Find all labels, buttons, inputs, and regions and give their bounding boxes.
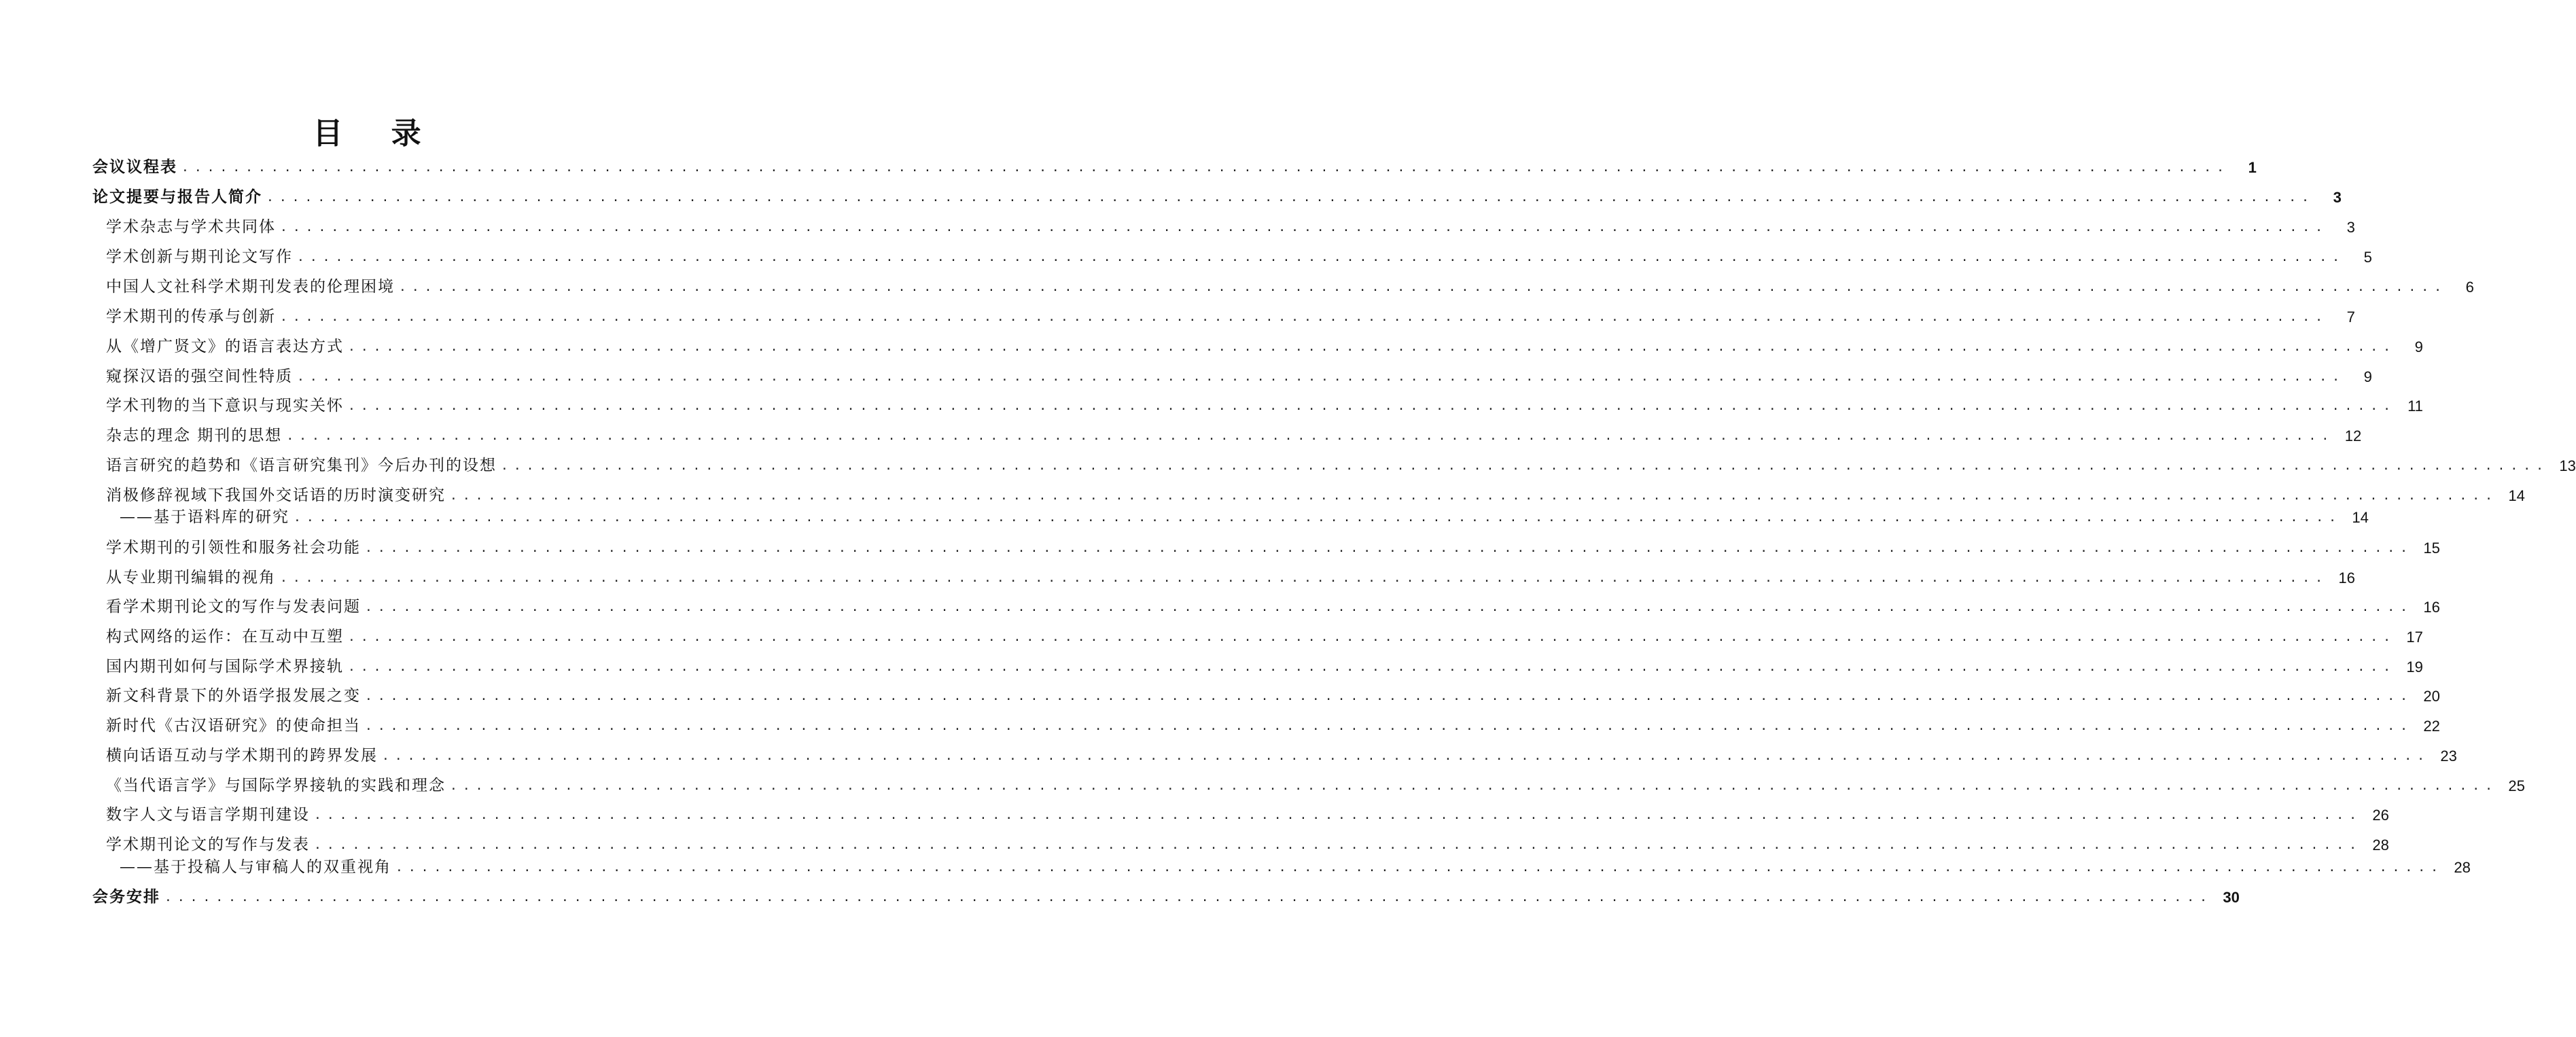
toc-page-number: 14 (2352, 509, 2369, 526)
toc-entry-title: 论文提要与报告人简介 (92, 188, 262, 206)
toc-entry-title: ——基于投稿人与审稿人的双重视角 (120, 858, 391, 876)
toc-entry-title: 学术创新与期刊论文写作 (106, 248, 293, 266)
toc-entry[interactable] (92, 183, 2342, 207)
toc-dot-leader: ................................................................................................................................................................ (450, 779, 2498, 793)
toc-dot-leader: ................................................................................................................................................................ (365, 600, 2413, 614)
toc-entry[interactable] (106, 482, 2525, 505)
toc-entry-title: 看学术期刊论文的写作与发表问题 (106, 598, 361, 616)
toc-entry-title: 横向话语互动与学术期刊的跨界发展 (106, 747, 378, 764)
toc-entry[interactable] (106, 831, 2389, 854)
toc-dot-leader: ................................................................................................................................................................ (280, 310, 2328, 324)
toc-entry-title: 会议议程表 (92, 158, 177, 176)
toc-entry[interactable] (106, 273, 2474, 296)
toc-entry[interactable] (106, 623, 2423, 646)
toc-page-number: 25 (2508, 777, 2525, 794)
toc-dot-leader: ................................................................................................................................................................ (314, 808, 2362, 822)
toc-entry-title: 数字人文与语言学期刊建设 (106, 806, 310, 824)
toc-entry-title: 杂志的理念 期刊的思想 (106, 427, 283, 444)
toc-dot-leader: ................................................................................................................................................................ (399, 280, 2447, 294)
toc-entry[interactable] (106, 303, 2355, 326)
toc-dot-leader: ................................................................................................................................................................ (280, 571, 2328, 585)
toc-entry-title: 《当代语言学》与国际学界接轨的实践和理念 (106, 777, 446, 794)
toc-dot-leader: ................................................................................................................................................................ (286, 429, 2335, 443)
toc-page-number: 14 (2508, 487, 2525, 504)
toc-entry-title: 从《增广贤文》的语言表达方式 (106, 338, 344, 355)
toc-entry-title: 从专业期刊编辑的视角 (106, 569, 276, 586)
toc-entry[interactable] (92, 883, 2240, 907)
toc-dot-leader: ................................................................................................................................................................ (348, 340, 2396, 354)
toc-page-number: 22 (2423, 718, 2440, 735)
toc-entry-title: 学术刊物的当下意识与现实关怀 (106, 397, 344, 415)
toc-page-number: 28 (2372, 837, 2389, 854)
toc-page-number: 6 (2465, 279, 2474, 296)
toc-entry[interactable] (106, 363, 2372, 386)
toc-entry[interactable] (92, 154, 2257, 177)
toc-entry[interactable] (106, 213, 2355, 236)
toc-entry-title: 消极修辞视域下我国外交话语的历时演变研究 (106, 487, 446, 504)
toc-entry[interactable] (106, 452, 2576, 475)
toc-page-number: 30 (2223, 889, 2240, 906)
toc-page-number: 9 (2363, 368, 2372, 385)
toc-entry-title: 新时代《古汉语研究》的使命担当 (106, 717, 361, 735)
toc-page-number: 28 (2454, 859, 2471, 876)
toc-dot-leader: ................................................................................................................................................................ (181, 160, 2229, 175)
toc-entry[interactable] (106, 333, 2423, 356)
toc-entry[interactable] (106, 742, 2457, 765)
toc-entry-title: ——基于语料库的研究 (120, 508, 289, 526)
toc-dot-leader: ................................................................................................................................................................ (365, 719, 2413, 733)
toc-entry-title: 学术期刊的传承与创新 (106, 308, 276, 326)
toc-dot-leader: ................................................................................................................................................................ (348, 399, 2396, 413)
toc-entry[interactable] (106, 801, 2389, 824)
toc-dot-leader: ................................................................................................................................................................ (297, 250, 2345, 264)
toc-entry-title: 窥探汉语的强空间性特质 (106, 368, 293, 385)
toc-dot-leader: ................................................................................................................................................................ (266, 190, 2314, 205)
toc-page-number: 13 (2559, 457, 2576, 474)
toc-page-number: 16 (2423, 599, 2440, 616)
page-title: 目 录 (313, 116, 440, 151)
toc-page-number: 5 (2363, 249, 2372, 266)
toc-page-number: 19 (2406, 658, 2423, 675)
toc-entry[interactable] (120, 504, 2369, 527)
toc-entry-title: 新文科背景下的外语学报发展之变 (106, 687, 361, 705)
toc-dot-leader: ................................................................................................................................................................ (164, 890, 2212, 904)
toc-page-number: 20 (2423, 688, 2440, 705)
toc-dot-leader: ................................................................................................................................................................ (294, 510, 2342, 525)
toc-page-number: 26 (2372, 807, 2389, 824)
toc-page-number: 9 (2414, 338, 2423, 355)
toc-entry-title: 学术期刊的引领性和服务社会功能 (106, 539, 361, 557)
toc-dot-leader: ................................................................................................................................................................ (501, 459, 2549, 473)
toc-entry-title: 语言研究的趋势和《语言研究集刊》今后办刊的设想 (106, 457, 497, 474)
toc-page-number: 15 (2423, 540, 2440, 557)
toc-dot-leader: ................................................................................................................................................................ (450, 489, 2498, 503)
toc-entry-title: 会务安排 (92, 888, 160, 906)
toc-entry[interactable] (106, 593, 2440, 616)
toc-entry[interactable] (106, 392, 2423, 415)
toc-entry[interactable] (106, 712, 2440, 735)
toc-page-number: 17 (2406, 629, 2423, 646)
toc-page-number: 11 (2407, 398, 2423, 415)
toc-dot-leader: ................................................................................................................................................................ (348, 660, 2396, 674)
toc-dot-leader: ................................................................................................................................................................ (365, 541, 2413, 555)
toc-entry[interactable] (106, 564, 2355, 587)
toc-dot-leader: ................................................................................................................................................................ (280, 220, 2328, 234)
toc-entry-title: 中国人文社科学术期刊发表的伦理困境 (106, 278, 395, 296)
toc-dot-leader: ................................................................................................................................................................ (382, 749, 2430, 763)
toc-dot-leader: ................................................................................................................................................................ (365, 689, 2413, 703)
toc-entry-title: 构式网络的运作：在互动中互塑 (106, 628, 344, 646)
toc-dot-leader: ................................................................................................................................................................ (297, 370, 2345, 384)
toc-entry[interactable] (106, 243, 2372, 266)
toc-entry[interactable] (106, 772, 2525, 795)
toc-page-number: 12 (2344, 427, 2362, 444)
toc-entry[interactable] (106, 653, 2423, 676)
toc-entry-title: 国内期刊如何与国际学术界接轨 (106, 658, 344, 675)
toc-entry-title: 学术杂志与学术共同体 (106, 218, 276, 236)
toc-entry[interactable] (106, 422, 2362, 445)
toc-page-number: 7 (2346, 309, 2355, 326)
toc-page-number: 3 (2333, 189, 2342, 206)
toc-page-number: 3 (2346, 219, 2355, 236)
toc-dot-leader: ................................................................................................................................................................ (348, 630, 2396, 644)
toc-entry[interactable] (120, 854, 2471, 877)
toc-page-number: 16 (2338, 569, 2355, 586)
toc-dot-leader: ................................................................................................................................................................ (314, 838, 2362, 852)
toc-entry[interactable] (106, 534, 2440, 557)
toc-entry-title: 学术期刊论文的写作与发表 (106, 836, 310, 854)
toc-page-number: 23 (2440, 748, 2457, 764)
toc-entry[interactable] (106, 682, 2440, 705)
toc-dot-leader: ................................................................................................................................................................ (395, 860, 2443, 875)
toc-page-number: 1 (2248, 159, 2257, 176)
